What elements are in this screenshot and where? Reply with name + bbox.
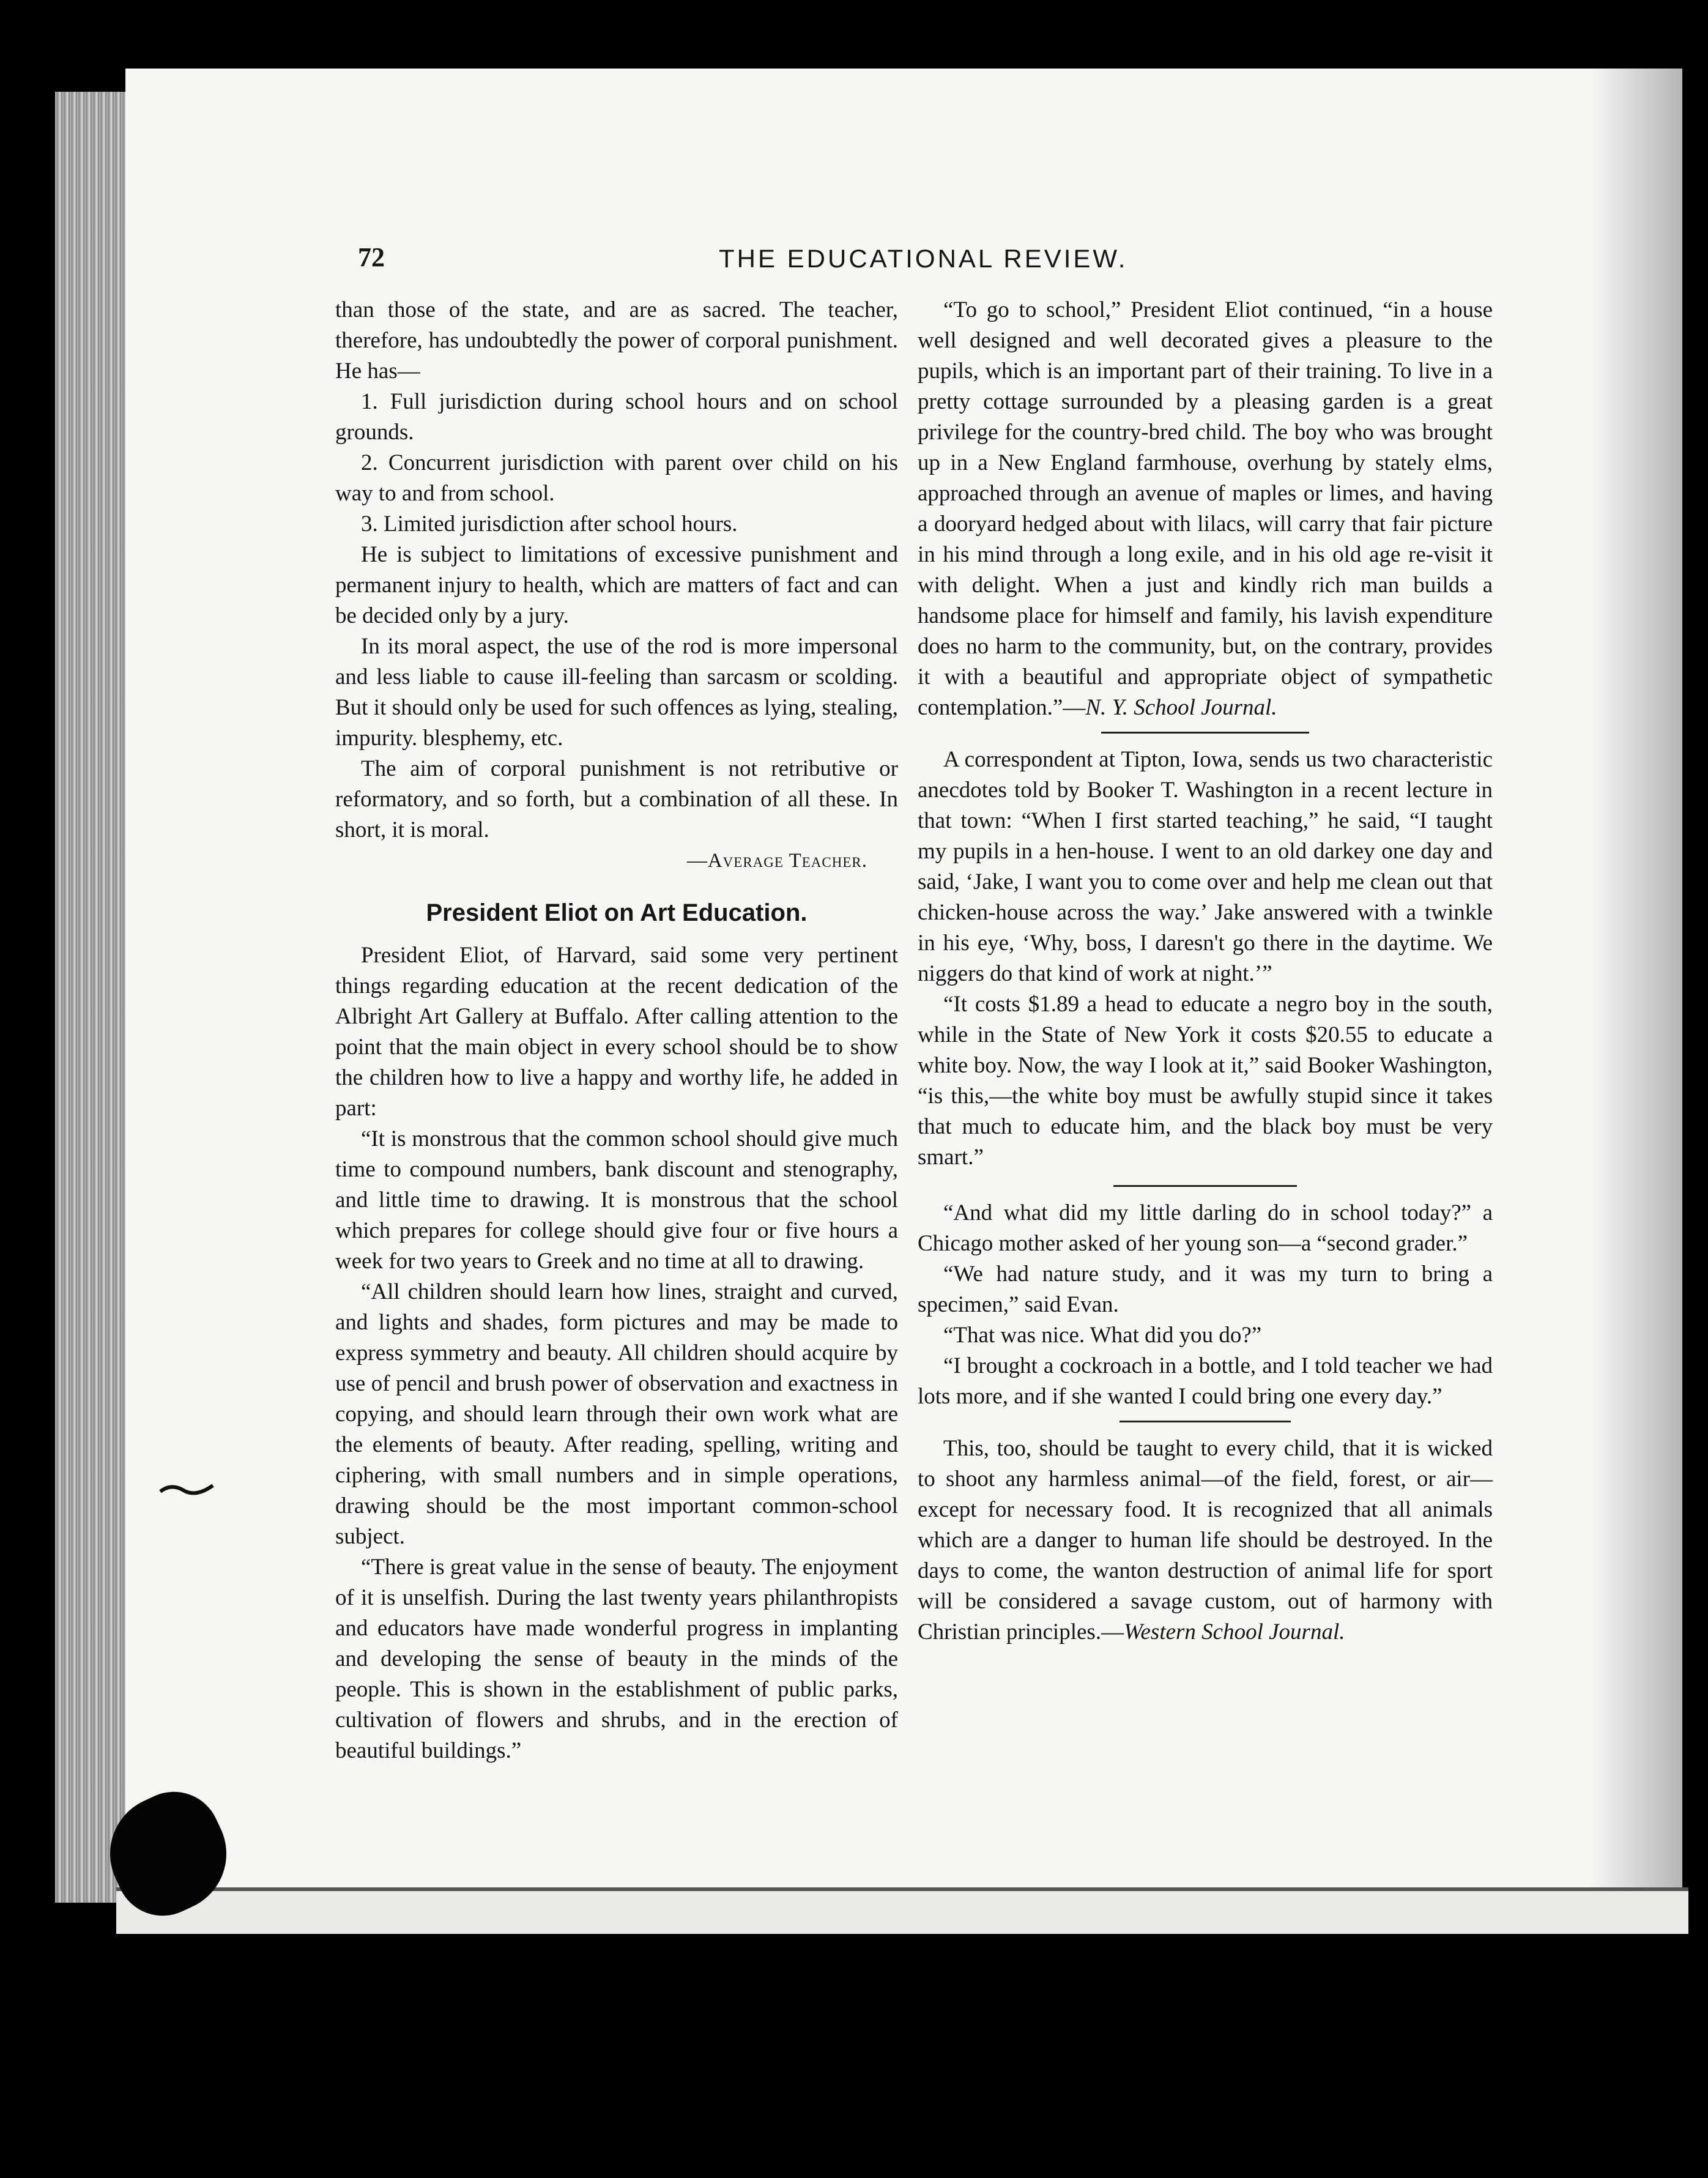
paragraph-text: “To go to school,” President Eliot continued, “in a house well designed and well decorated gives a pleasure to the pupils, which is an important part of their training. To live in a pretty cottage surrounded by a pleasing garden is a great privilege for the country-bred child. The boy who was brought up in a New England farmhouse, overhung by stately elms, approached through an avenue of maples or limes, and having a dooryard hedged about with lilacs, will carry that fair picture in his mind through a long exile, and in his old age re-visit it with delight. When a just and kindly rich man builds a handsome place for himself and family, his lavish expenditure does no harm to the community, but, on the contrary, provides it with a beautiful and appropriate object of sympathetic contemplation.”— bbox=[918, 297, 1493, 720]
paragraph: He is subject to limitations of excessive punishment and permanent injury to health, which are matters of fact and can be decided only by a jury. bbox=[335, 542, 898, 628]
pen-mark bbox=[159, 1481, 214, 1499]
paragraph: The aim of corporal punishment is not retributive or reformatory, and so forth, but a combination of all these. In short, it is moral. bbox=[335, 756, 898, 842]
list-item: 2. Concurrent jurisdiction with parent over child on his way to and from school. bbox=[335, 450, 898, 506]
paragraph: “It is monstrous that the common school should give much time to compound numbers, bank discount and stenography, and little time to drawing. It is monstrous that the school which prepares for college should give four or five hours a week for two years to Greek and no time at all to drawing. bbox=[335, 1126, 898, 1274]
section-divider bbox=[1101, 732, 1309, 734]
paragraph: In its moral aspect, the use of the rod is more impersonal and less liable to cause ill-feeling than sarcasm or scolding. But it should only be used for such offences as lying, stealing, impurity. blesphemy, etc. bbox=[335, 634, 898, 751]
section-divider bbox=[1119, 1421, 1291, 1422]
paragraph: President Eliot, of Harvard, said some very pertinent things regarding education at the recent dedication of the Albright Art Gallery at Buffalo. After calling attention to the point that the main object in every school should be to show the children how to live a happy and worthy life, he added in part: bbox=[335, 943, 898, 1121]
source-credit: N. Y. School Journal. bbox=[1085, 695, 1277, 720]
paragraph: “We had nature study, and it was my turn to bring a specimen,” said Evan. bbox=[918, 1262, 1493, 1317]
right-column bbox=[918, 295, 1493, 1648]
paragraph: “That was nice. What did you do?” bbox=[943, 1323, 1262, 1348]
source-credit: Western School Journal. bbox=[1124, 1619, 1345, 1645]
paragraph: “All children should learn how lines, straight and curved, and lights and shades, form pictures and may be made to express symmetry and beauty. All children should acquire by use of pencil and brush power of observation and exactness in copying, and should learn through their own work what are the elements of beauty. After reading, spelling, writing and ciphering, with small numbers and in simple operations, drawing should be the most important common-school subject. bbox=[335, 1279, 898, 1549]
paragraph bbox=[918, 295, 1493, 723]
list-item: 1. Full jurisdiction during school hours and on school grounds. bbox=[335, 389, 898, 445]
section-divider bbox=[1113, 1185, 1297, 1187]
page-gutter-shadow bbox=[1591, 69, 1682, 1892]
lower-page-edge bbox=[116, 1887, 1688, 1934]
book-page-edges bbox=[55, 92, 135, 1903]
list-item: 3. Limited jurisdiction after school hours. bbox=[361, 511, 738, 537]
paragraph-text: This, too, should be taught to every child, that it is wicked to shoot any harmless animal—of the field, forest, or air—except for necessary food. It is recognized that all animals which are a danger to human life should be destroyed. In the days to come, the wanton destruction of animal life for sport will be considered a savage custom, out of harmony with Christian principles.— bbox=[918, 1436, 1493, 1645]
running-head bbox=[358, 242, 1581, 284]
attribution: —Average Teacher. bbox=[686, 850, 867, 872]
paragraph: “I brought a cockroach in a bottle, and I told teacher we had lots more, and if she wanted I could bring one every day.” bbox=[918, 1353, 1493, 1409]
section-heading: President Eliot on Art Education. bbox=[426, 899, 808, 926]
page-number: 72 bbox=[358, 242, 385, 272]
paragraph: A correspondent at Tipton, Iowa, sends us two characteristic anecdotes told by Booker T. Washington in a recent lecture in that town: “When I first started teaching,” he said, “I taught my pupils in a hen-house. I went to an old darkey one day and said, ‘Jake, I want you to come over and help me clean out that chicken-house across the way.’ Jake answered with a twinkle in his eye, ‘Why, boss, I daresn't go there in the daytime. We niggers do that kind of work at night.’” bbox=[918, 747, 1493, 986]
paragraph: “There is great value in the sense of beauty. The enjoyment of it is unselfish. During the last twenty years philanthropists and educators have made wonderful progress in implanting and developing the sense of beauty in the minds of the people. This is shown in the establishment of public parks, cultivation of flowers and shrubs, and in the erection of beautiful buildings.” bbox=[335, 1555, 898, 1763]
paragraph: than those of the state, and are as sacred. The teacher, therefore, has undoubtedly the power of corporal punishment. He has— bbox=[335, 297, 898, 384]
journal-title: THE EDUCATIONAL REVIEW. bbox=[719, 244, 1128, 273]
left-column bbox=[335, 295, 898, 1766]
paragraph: “And what did my little darling do in school today?” a Chicago mother asked of her young son—a “second grader.” bbox=[918, 1200, 1493, 1256]
paragraph bbox=[918, 1433, 1493, 1648]
paragraph: “It costs $1.89 a head to educate a negro boy in the south, while in the State of New York it costs $20.55 to educate a white boy. Now, the way I look at it,” said Booker Washington, “is this,—the white boy must be awfully stupid since it takes that much to educate him, and the black boy must be very smart.” bbox=[918, 992, 1493, 1170]
